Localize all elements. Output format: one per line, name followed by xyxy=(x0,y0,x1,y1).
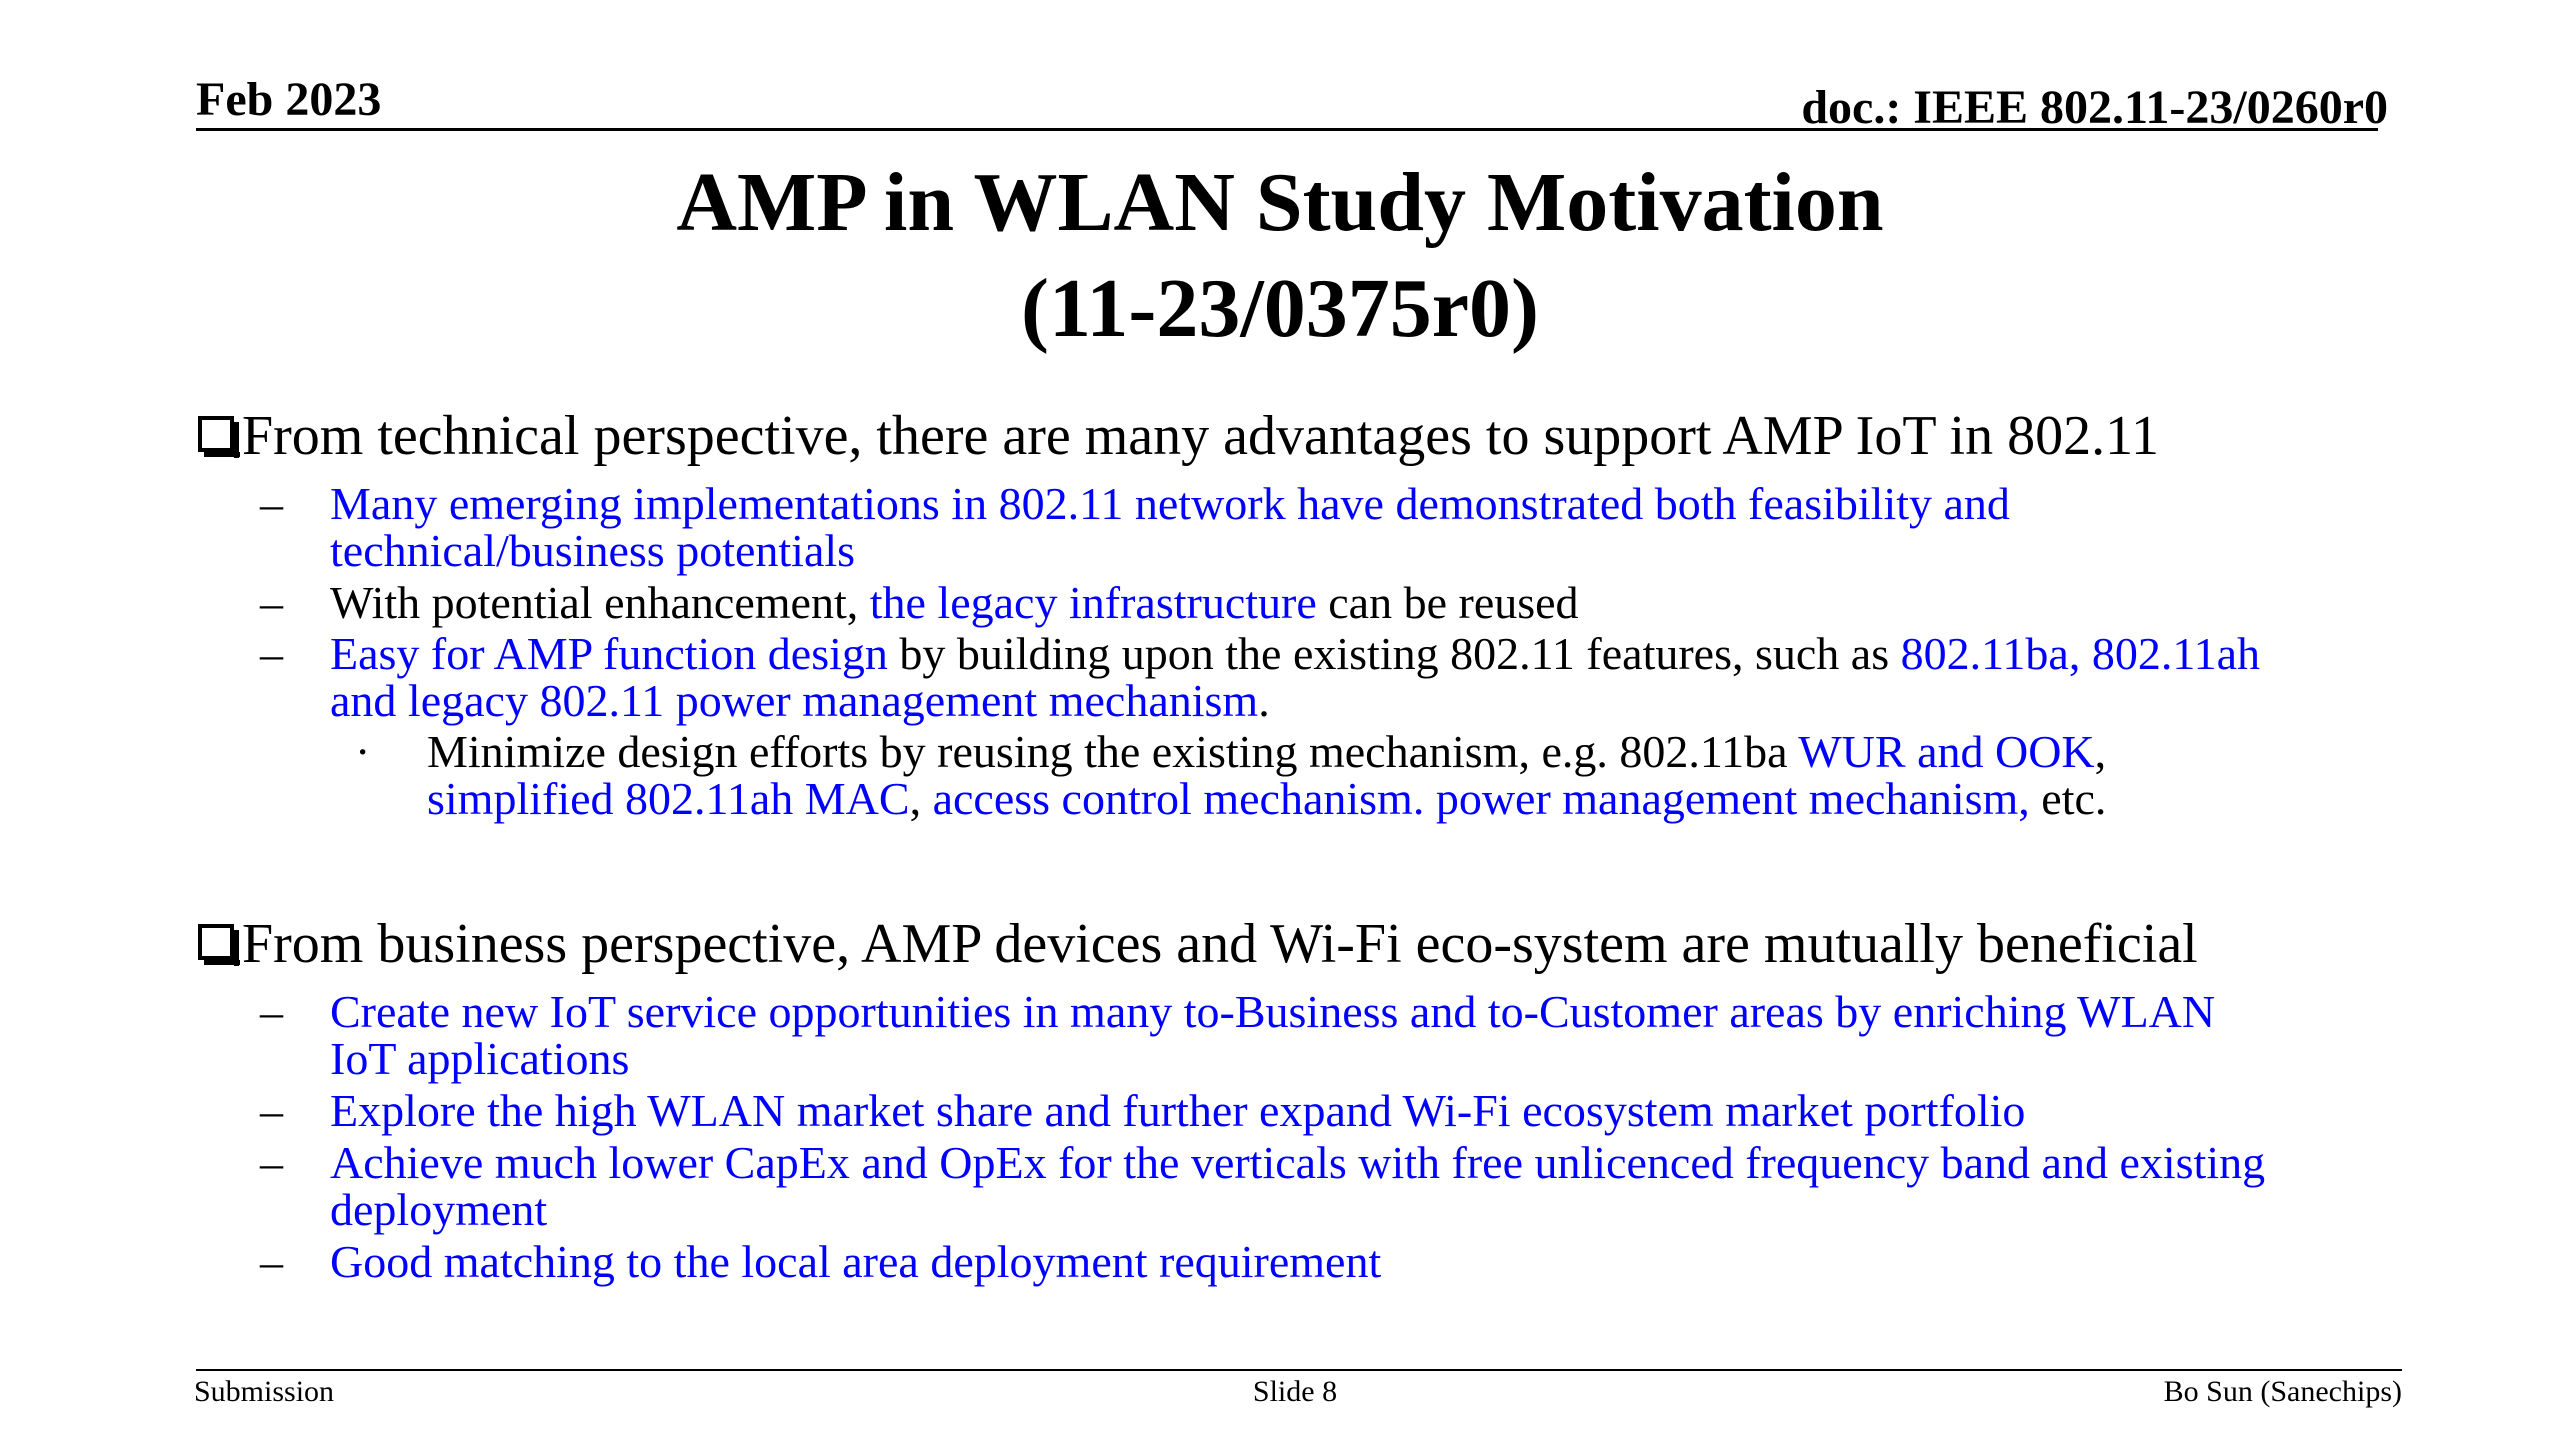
section2-item2 xyxy=(260,1087,2500,1134)
checkbox-bullet-icon xyxy=(198,416,234,452)
section2-item1-line2: IoT applications xyxy=(330,1033,630,1084)
section1-item3-text-b: by building upon the existing 802.11 features, such as xyxy=(887,628,1901,679)
header-date: Feb 2023 xyxy=(196,73,382,126)
section2-item3-line1: Achieve much lower CapEx and OpEx for the verticals with free unlicenced frequency band and existing xyxy=(330,1137,2266,1188)
footer-divider xyxy=(196,1369,2402,1371)
section1-subitem-text-f: access control mechanism. power management mechanism, xyxy=(932,773,2030,824)
dash-bullet-icon: – xyxy=(260,628,283,679)
section1-subitem-text-g: etc. xyxy=(2029,773,2107,824)
section2-item1 xyxy=(260,988,2500,1082)
section1-subitem-text-b: WUR and OOK xyxy=(1798,726,2095,777)
section1-item3-subitem xyxy=(355,728,2455,822)
section1-item2-text-b: the legacy infrastructure xyxy=(869,577,1317,628)
slide-title-line2: (11-23/0375r0) xyxy=(1021,262,1539,355)
section2-item1-line1: Create new IoT service opportunities in many to-Business and to-Customer areas by enriching WLAN xyxy=(330,986,2216,1037)
footer-slide-number: Slide 8 xyxy=(1252,1375,1338,1408)
section1-heading-text: From technical perspective, there are many advantages to support AMP IoT in 802.11 xyxy=(242,405,2159,467)
dash-bullet-icon: – xyxy=(260,986,283,1037)
footer-author: Bo Sun (Sanechips) xyxy=(2163,1375,2402,1408)
dot-bullet-icon: · xyxy=(355,726,371,777)
section2-heading-text: From business perspective, AMP devices and Wi-Fi eco-system are mutually beneficial xyxy=(242,913,2198,975)
section1-item1-line2: technical/business potentials xyxy=(330,525,856,576)
slide-title-line1: AMP in WLAN Study Motivation xyxy=(676,156,1884,249)
section2-item4-text: Good matching to the local area deployment requirement xyxy=(330,1236,1382,1287)
section2-item4 xyxy=(260,1238,2500,1285)
dash-bullet-icon: – xyxy=(260,478,283,529)
section2-heading xyxy=(198,912,2198,976)
section1-item2-text-a: With potential enhancement, xyxy=(330,577,870,628)
footer-submission: Submission xyxy=(194,1375,335,1408)
dash-bullet-icon: – xyxy=(260,1137,283,1188)
section1-item2-text-c: can be reused xyxy=(1316,577,1579,628)
dash-bullet-icon: – xyxy=(260,1085,283,1136)
section1-subitem-text-a: Minimize design efforts by reusing the existing mechanism, e.g. 802.11ba xyxy=(427,726,1799,777)
section1-subitem-text-d: simplified 802.11ah MAC xyxy=(427,773,910,824)
section2-item2-text: Explore the high WLAN market share and further expand Wi-Fi ecosystem market portfolio xyxy=(330,1085,2026,1136)
header-divider xyxy=(196,128,2378,131)
section1-item3-text-a: Easy for AMP function design xyxy=(330,628,888,679)
section1-item2 xyxy=(260,579,2500,626)
section1-item3-text-d: and legacy 802.11 power management mechanism xyxy=(330,675,1259,726)
section2-item3-line2: deployment xyxy=(330,1184,548,1235)
section1-subitem-text-c: , xyxy=(2094,726,2107,777)
header-doc-id: doc.: IEEE 802.11-23/0260r0 xyxy=(1801,81,2388,134)
section1-subitem-text-e: , xyxy=(909,773,933,824)
section1-heading xyxy=(198,404,2159,468)
section2-item3 xyxy=(260,1139,2500,1233)
dash-bullet-icon: – xyxy=(260,1236,283,1287)
section1-item3-text-c: 802.11ba, 802.11ah xyxy=(1900,628,2261,679)
section1-item1-line1: Many emerging implementations in 802.11 network have demonstrated both feasibility and xyxy=(330,478,2010,529)
section1-item3-text-e: . xyxy=(1258,675,1270,726)
dash-bullet-icon: – xyxy=(260,577,283,628)
slide-title xyxy=(0,150,2560,362)
section1-item3 xyxy=(260,630,2500,724)
checkbox-bullet-icon xyxy=(198,924,234,960)
section1-item1 xyxy=(260,480,2500,574)
